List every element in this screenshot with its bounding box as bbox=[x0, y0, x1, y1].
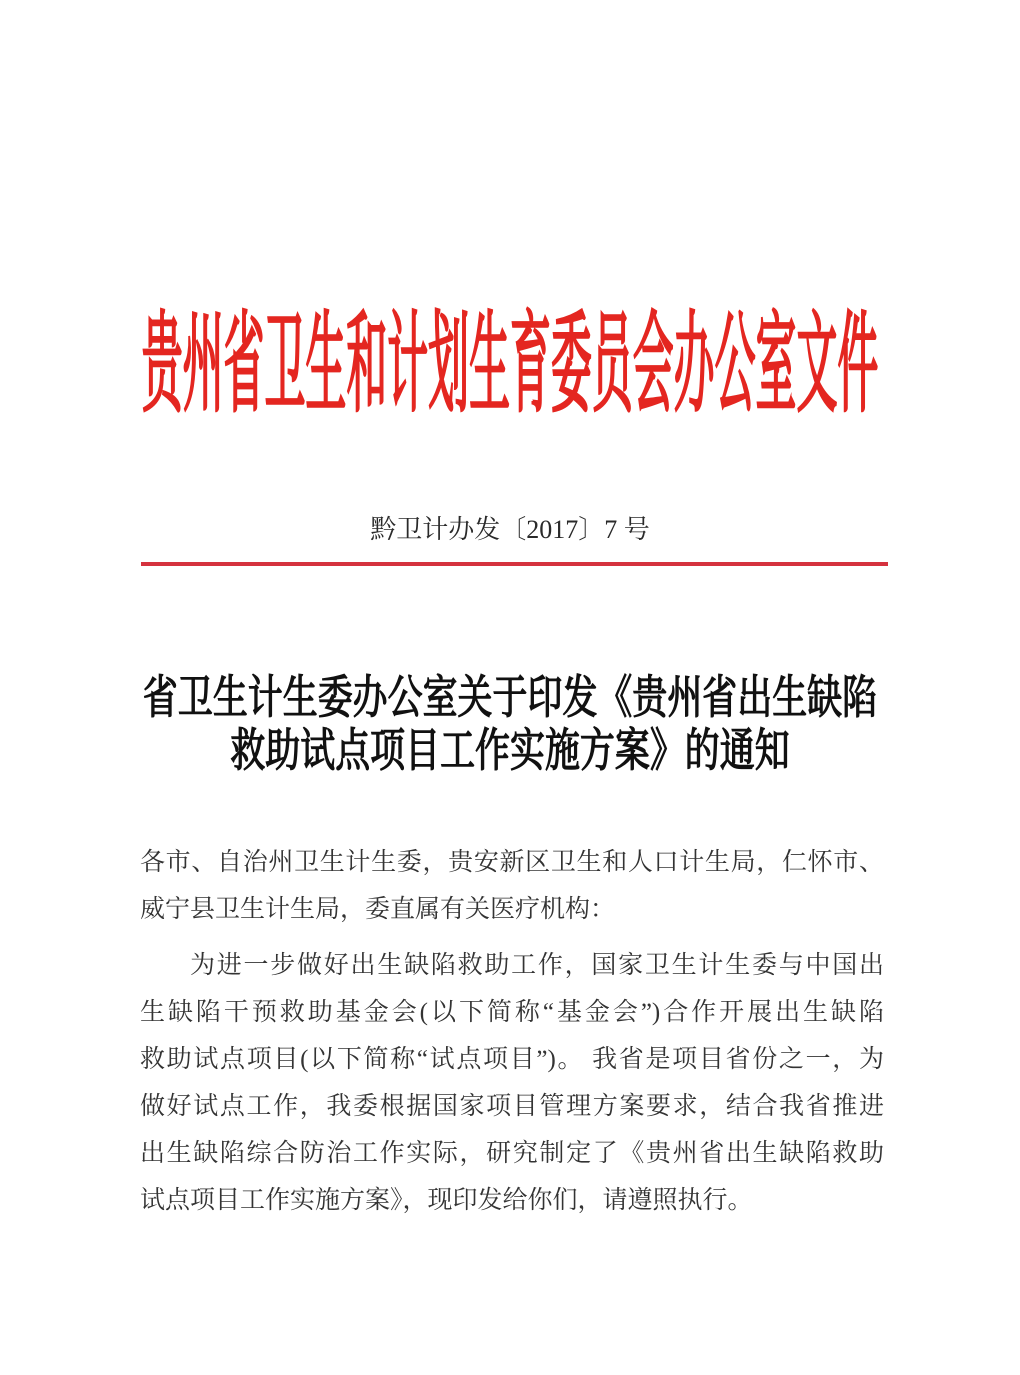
paragraph-line-4: 做好试点工作，我委根据国家项目管理方案要求，结合我省推进 bbox=[140, 1093, 884, 1120]
red-letterhead bbox=[0, 293, 1020, 438]
salutation bbox=[140, 839, 884, 933]
issuing-org-title: 贵州省卫生和计划生育委员会办公室文件 bbox=[141, 303, 879, 426]
document-number: 黔卫计办发〔2017〕7 号 bbox=[370, 515, 650, 544]
document-body bbox=[140, 839, 884, 1224]
salutation-line-1: 各市、自治州卫生计生委，贵安新区卫生和人口计生局，仁怀市、 bbox=[140, 849, 884, 876]
salutation-line-2: 威宁县卫生计生局，委直属有关医疗机构： bbox=[140, 896, 616, 923]
paragraph-line-1: 为进一步做好出生缺陷救助工作，国家卫生计生委与中国出 bbox=[190, 952, 884, 979]
paragraph-line-5: 出生缺陷综合防治工作实际，研究制定了《贵州省出生缺陷救助 bbox=[140, 1140, 884, 1167]
main-paragraph bbox=[140, 942, 884, 1224]
notice-title bbox=[0, 671, 1020, 777]
notice-title-line-2: 救助试点项目工作实施方案》的通知 bbox=[230, 725, 790, 776]
red-divider-line bbox=[141, 562, 888, 566]
notice-title-line-1: 省卫生计生委办公室关于印发《贵州省出生缺陷 bbox=[142, 672, 878, 723]
notice-title-text bbox=[143, 671, 877, 777]
paragraph-line-3: 救助试点项目(以下简称“试点项目”)。 我省是项目省份之一，为 bbox=[140, 1046, 884, 1073]
paragraph-line-6: 试点项目工作实施方案》，现印发给你们，请遵照执行。 bbox=[140, 1187, 753, 1214]
paragraph-line-2: 生缺陷干预救助基金会(以下简称“基金会”)合作开展出生缺陷 bbox=[140, 999, 884, 1026]
